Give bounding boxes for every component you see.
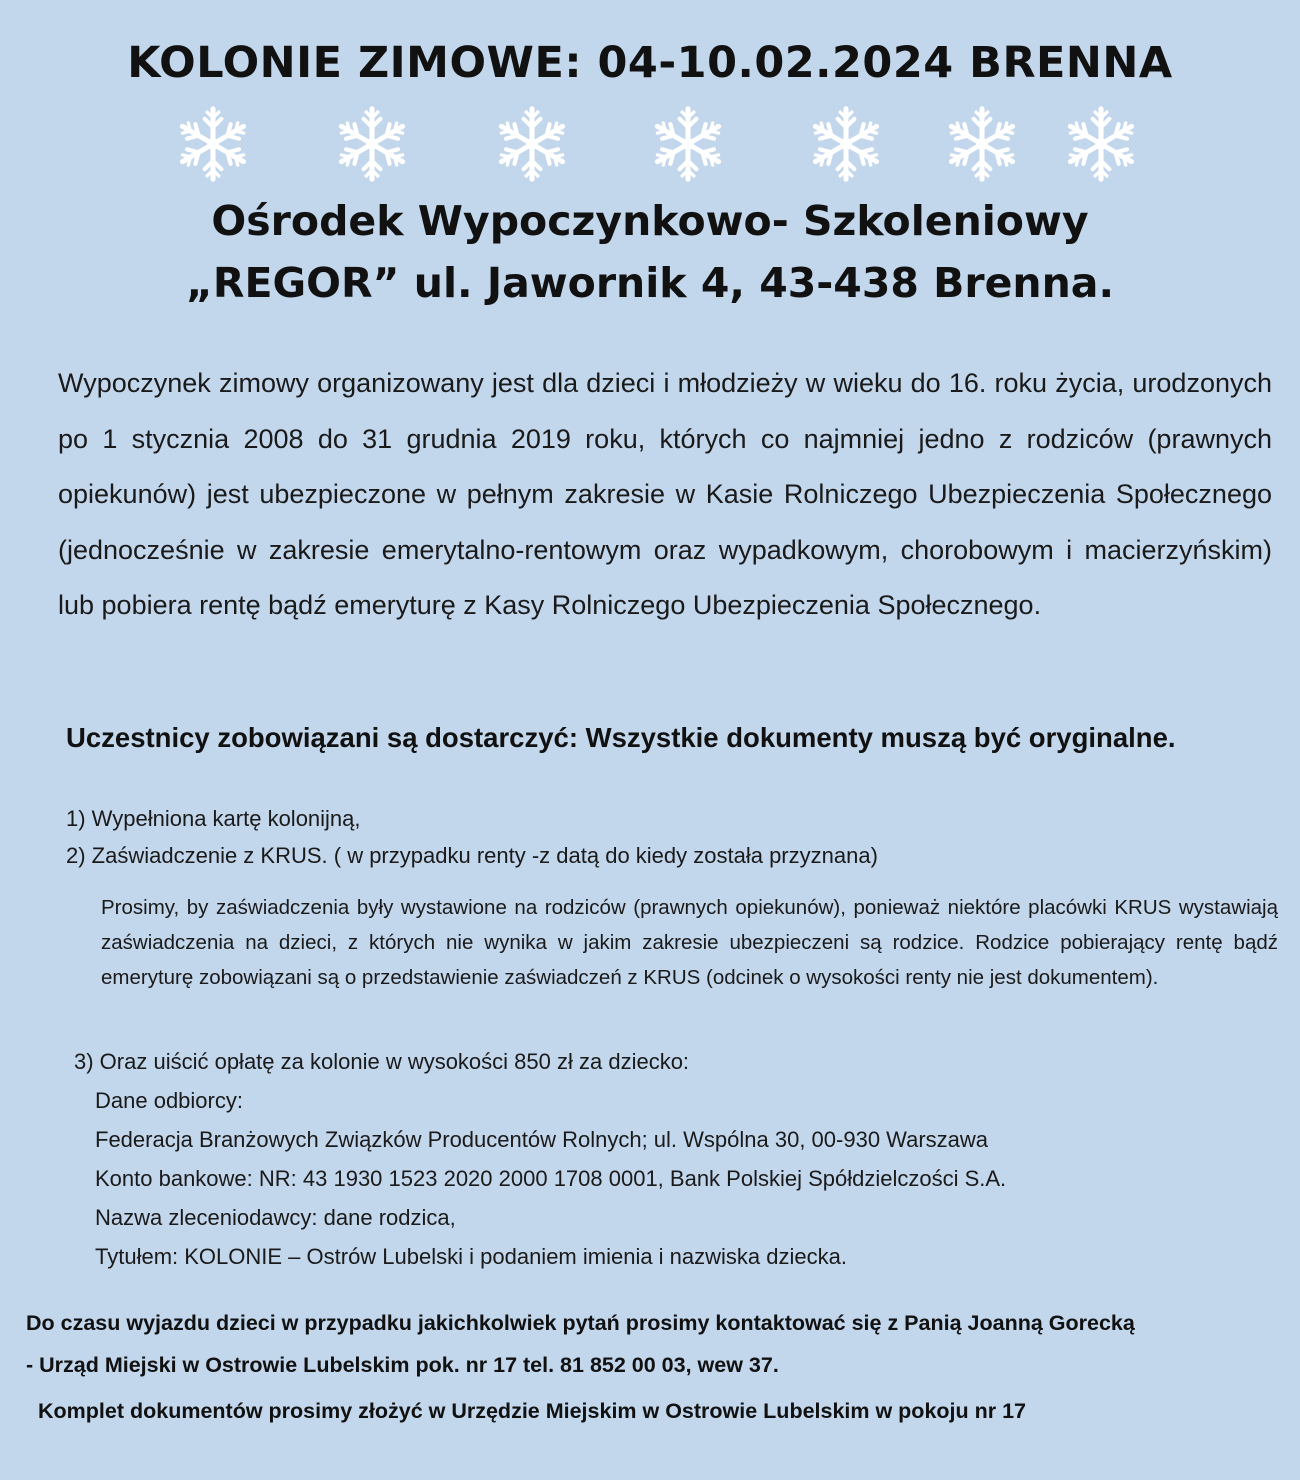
snowflake-icon xyxy=(171,102,255,186)
list-item: 3) Oraz uiścić opłatę za kolonie w wysokości 850 zł za dziecko: xyxy=(74,1049,690,1074)
intro-paragraph: Wypoczynek zimowy organizowany jest dla dzieci i młodzieży w wieku do 16. roku życia, urodzonych po 1 stycznia 2008 do 31 grudnia 2019 roku, których co najmniej jedno z rodziców (prawnych opiekunów) jest ubezpieczone w pełnym zakresie w Kasie Rolniczego Ubezpieczenia Społecznego (jednocześnie w zakresie emerytalno-rentowym oraz wypadkowym, chorobowym i macierzyńskim) lub pobiera rentę bądź emeryturę z Kasy Rolniczego Ubezpieczenia Społecznego. xyxy=(58,368,1272,620)
bank-account: Konto bankowe: NR: 43 1930 1523 2020 2000 1708 0001, Bank Polskiej Spółdzielczości S.A. xyxy=(95,1166,1007,1191)
payer-name: Nazwa zleceniodawcy: dane rodzica, xyxy=(95,1205,456,1230)
contact-line: - Urząd Miejski w Ostrowie Lubelskim pok. nr 17 tel. 81 852 00 03, wew 37. xyxy=(26,1353,779,1377)
contact-line: Do czasu wyjazdu dzieci w przypadku jakichkolwiek pytań prosimy kontaktować się z Panią Joanną Gorecką xyxy=(26,1311,1135,1335)
page-title: KOLONIE ZIMOWE: 04-10.02.2024 BRENNA xyxy=(127,38,1173,88)
snowflake-icon xyxy=(1059,102,1143,186)
venue-name: Ośrodek Wypoczynkowo- Szkoleniowy xyxy=(211,197,1089,245)
venue-address: „REGOR” ul. Jawornik 4, 43-438 Brenna. xyxy=(185,259,1115,307)
list-item: 1) Wypełniona kartę kolonijną, xyxy=(66,806,361,831)
snowflake-row xyxy=(0,102,1300,186)
snowflake-icon xyxy=(940,102,1024,186)
recipient-details: Federacja Branżowych Związków Producentów Rolnych; ul. Wspólna 30, 00-930 Warszawa xyxy=(95,1127,989,1152)
requirements-list xyxy=(66,800,878,874)
snowflake-icon xyxy=(804,102,888,186)
snowflake-icon xyxy=(646,102,730,186)
requirements-heading: Uczestnicy zobowiązani są dostarczyć: Wszystkie dokumenty muszą być oryginalne. xyxy=(66,722,1176,753)
venue-heading xyxy=(0,190,1300,314)
krus-note: Prosimy, by zaświadczenia były wystawione na rodziców (prawnych opiekunów), ponieważ niektóre placówki KRUS wystawiają zaświadczenia na dzieci, z których nie wynika w jakim zakresie ubezpieczeni są rodzice. Rodzice pobierający rentę bądź emeryturę zobowiązani są o przedstawienie zaświadczeń z KRUS (odcinek o wysokości renty nie jest dokumentem). xyxy=(101,896,1278,989)
list-item: 2) Zaświadczenie z KRUS. ( w przypadku renty -z datą do kiedy została przyznana) xyxy=(66,843,878,868)
payment-section xyxy=(74,1042,1006,1276)
snowflake-icon xyxy=(330,102,414,186)
final-note: Komplet dokumentów prosimy złożyć w Urzędzie Miejskim w Ostrowie Lubelskim w pokoju nr 17 xyxy=(38,1399,1027,1423)
payment-title: Tytułem: KOLONIE – Ostrów Lubelski i podaniem imienia i nazwiska dziecka. xyxy=(95,1244,847,1269)
snowflake-icon xyxy=(490,102,574,186)
recipient-label: Dane odbiorcy: xyxy=(95,1088,243,1113)
contact-info xyxy=(26,1302,1135,1386)
